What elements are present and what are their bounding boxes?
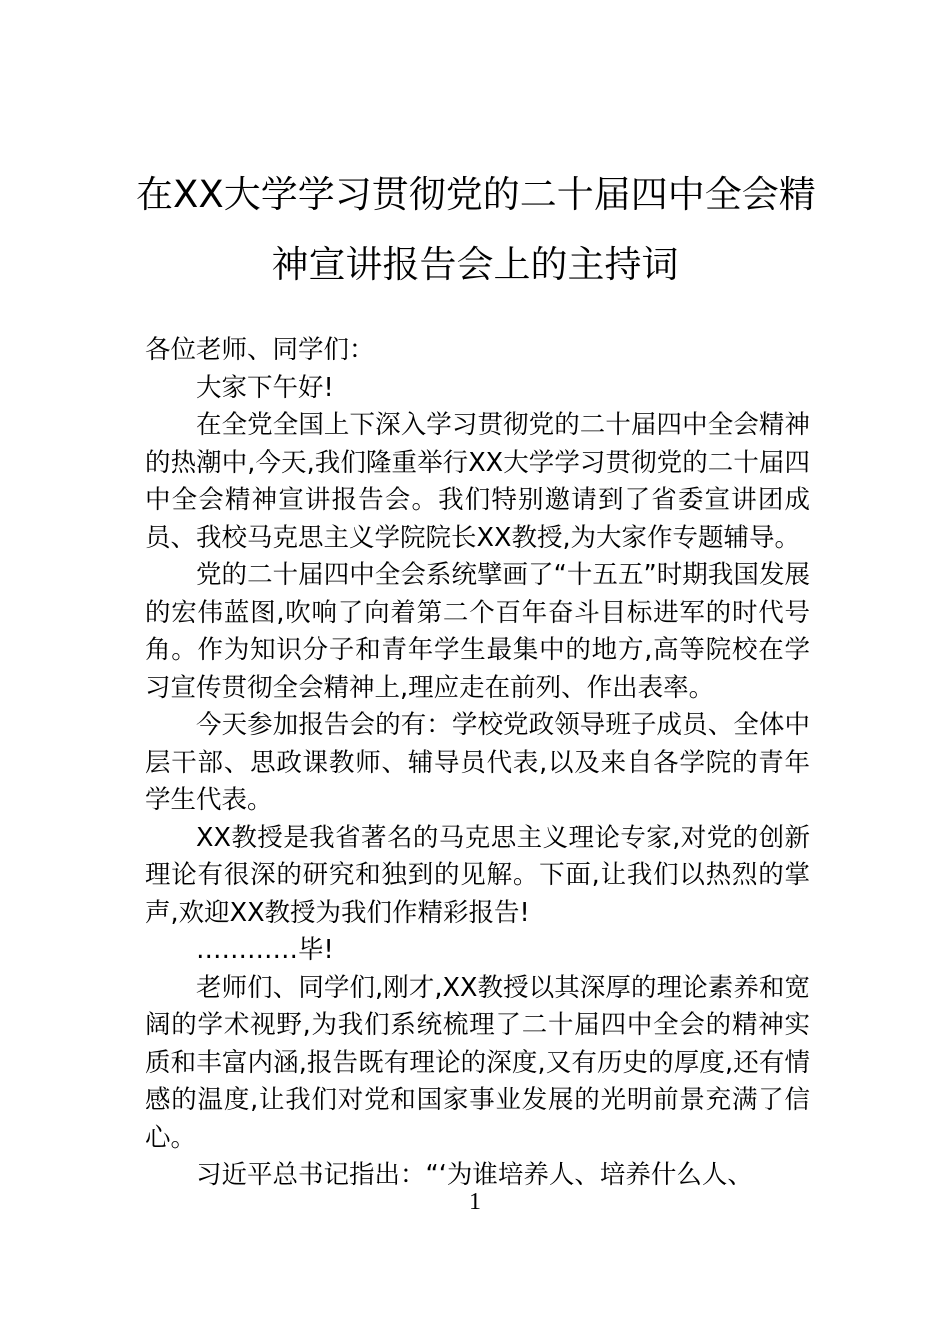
paragraph-plenum-significance: 党的二十届四中全会系统擘画了“十五五”时期我国发展的宏伟蓝图,吹响了向着第二个百年奋斗目标进军的时代号角。作为知识分子和青年学生最集中的地方,高等院校在学习宣传贯彻全会精神上,理应走在前列、作出表率。 <box>145 560 810 703</box>
salutation: 各位老师、同学们： <box>145 335 375 365</box>
paragraph-summary: 老师们、同学们,刚才,XX教授以其深厚的理论素养和宽阔的学术视野,为我们系统梳理了二十届四中全会的精神实质和丰富内涵,报告既有理论的深度,又有历史的厚度,还有情感的温度,让我们对党和国家事业发展的光明前景充满了信心。 <box>145 972 810 1153</box>
paragraph-opening: 在全党全国上下深入学习贯彻党的二十届四中全会精神的热潮中,今天,我们隆重举行XX大学学习贯彻党的二十届四中全会精神宣讲报告会。我们特别邀请到了省委宣讲团成员、我校马克思主义学院院长XX教授,为大家作专题辅导。 <box>145 410 810 553</box>
title-line-2: 神宣讲报告会上的主持词 <box>271 243 679 286</box>
document-title <box>136 160 814 300</box>
document-body <box>145 332 810 1195</box>
title-line-1: 在XX大学学习贯彻党的二十届四中全会精 <box>136 173 816 216</box>
paragraph-attendees: 今天参加报告会的有：学校党政领导班子成员、全体中层干部、思政课教师、辅导员代表,以及来自各学院的青年学生代表。 <box>145 710 810 815</box>
paragraph-greeting: 大家下午好! <box>196 372 334 403</box>
paragraph-speaker-intro: XX教授是我省著名的马克思主义理论专家,对党的创新理论有很深的研究和独到的见解。下面,让我们以热烈的掌声,欢迎XX教授为我们作精彩报告! <box>145 822 810 928</box>
paragraph-report-end: …………毕! <box>196 935 334 965</box>
paragraph-quote: 习近平总书记指出：“‘为谁培养人、培养什么人、 <box>196 1160 753 1190</box>
page-number: 1 <box>469 1189 481 1215</box>
